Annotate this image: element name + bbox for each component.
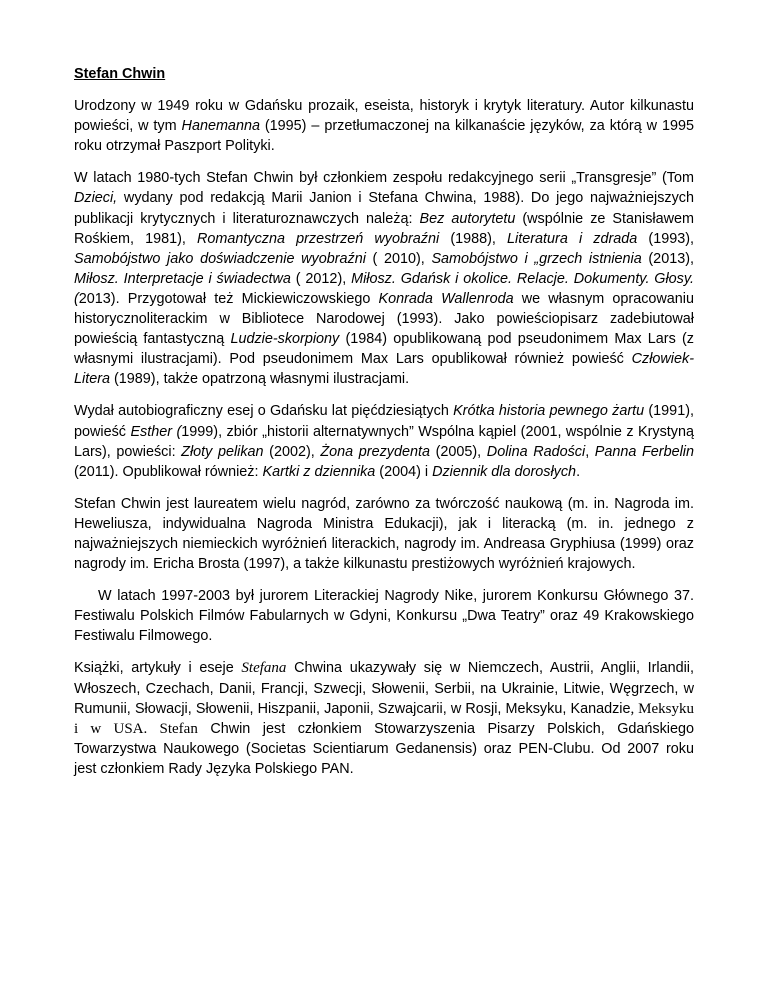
paragraph-novels: Wydał autobiograficzny esej o Gdańsku lat pięćdziesiątych Krótka historia pewnego żartu (1991), powieść Esther (1999), zbiór „historii alternatywnych” Wspólna kąpiel (2001, wspólnie z Krystyną Lars), powieści: Złoty pelikan (2002), Żona prezydenta (2005), Dolina Radości, Panna Ferbelin (2011). Opublikował również: Kartki z dziennika (2004) i Dziennik dla dorosłych.: [74, 403, 694, 480]
page-title: Stefan Chwin: [74, 66, 166, 82]
paragraph-jury: W latach 1997-2003 był jurorem Literackiej Nagrody Nike, jurorem Konkursu Głównego 37. Festiwalu Polskich Filmów Fabularnych w Gdyni, Konkursu „Dwa Teatry” oraz 49 Krakowskiego Festiwalu Filmowego.: [74, 588, 694, 645]
paragraph-biography: Urodzony w 1949 roku w Gdańsku prozaik, eseista, historyk i krytyk literatury. Autor kilkunastu powieści, w tym Hanemanna (1995) – przetłumaczonej na kilkanaście języków, za którą w 1995 roku otrzymał Paszport Polityki.: [74, 98, 694, 155]
paragraph-translations: Książki, artykuły i eseje Stefana Chwina ukazywały się w Niemczech, Austrii, Anglii, Irlandii, Włoszech, Czechach, Danii, Francji, Szwecji, Słowenii, Serbii, na Ukrainie, Litwie, Węgrzech, w Rumunii, Słowacji, Słowenii, Hiszpanii, Japonii, Szwajcarii, w Rosji, Meksyku, Kanadzie, Meksyku i w USA. Stefan Chwin jest członkiem Stowarzyszenia Pisarzy Polskich, Gdańskiego Towarzystwa Naukowego (Societas Scientiarum Gedanensis) oraz PEN-Clubu. Od 2007 roku jest członkiem Rady Języka Polskiego PAN.: [74, 660, 695, 777]
paragraph-awards: Stefan Chwin jest laureatem wielu nagród, zarówno za twórczość naukową (m. in. Nagroda im. Heweliusza, indywidualna Nagroda Ministra Edukacji), jak i literacką (m. in. jednego z najważniejszych niemieckich wyróżnień literackich, nagrody im. Andreasa Gryphiusa (1999) oraz nagrody im. Ericha Brosta (1997), a także kilkunastu prestiżowych wyróżnień krajowych.: [74, 495, 694, 573]
document-page: [74, 64, 694, 791]
paragraph-publications: W latach 1980-tych Stefan Chwin był członkiem zespołu redakcyjnego serii „Transgresje” (Tom Dzieci, wydany pod redakcją Marii Janion i Stefana Chwina, 1988). Do jego najważniejszych publikacji krytycznych i literaturoznawczych należą: Bez autorytetu (wspólnie ze Stanisławem Rośkiem, 1981), Romantyczna przestrzeń wyobraźni (1988), Literatura i zdrada (1993), Samobójstwo jako doświadczenie wyobraźni ( 2010), Samobójstwo i „grzech istnienia (2013), Miłosz. Interpretacje i świadectwa ( 2012), Miłosz. Gdańsk i okolice. Relacje. Dokumenty. Głosy.(2013). Przygotował też Mickiewiczowskiego Konrada Wallenroda we własnym opracowaniu historycznoliterackim w Bibliotece Narodowej (1993). Jako powieściopisarz zadebiutował powieścią fantastyczną Ludzie-skorpiony (1984) opublikowaną pod pseudonimem Max Lars (z własnymi ilustracjami). Pod pseudonimem Max Lars opublikował również powieść Człowiek-Litera (1989), także opatrzoną własnymi ilustracjami.: [74, 170, 695, 388]
